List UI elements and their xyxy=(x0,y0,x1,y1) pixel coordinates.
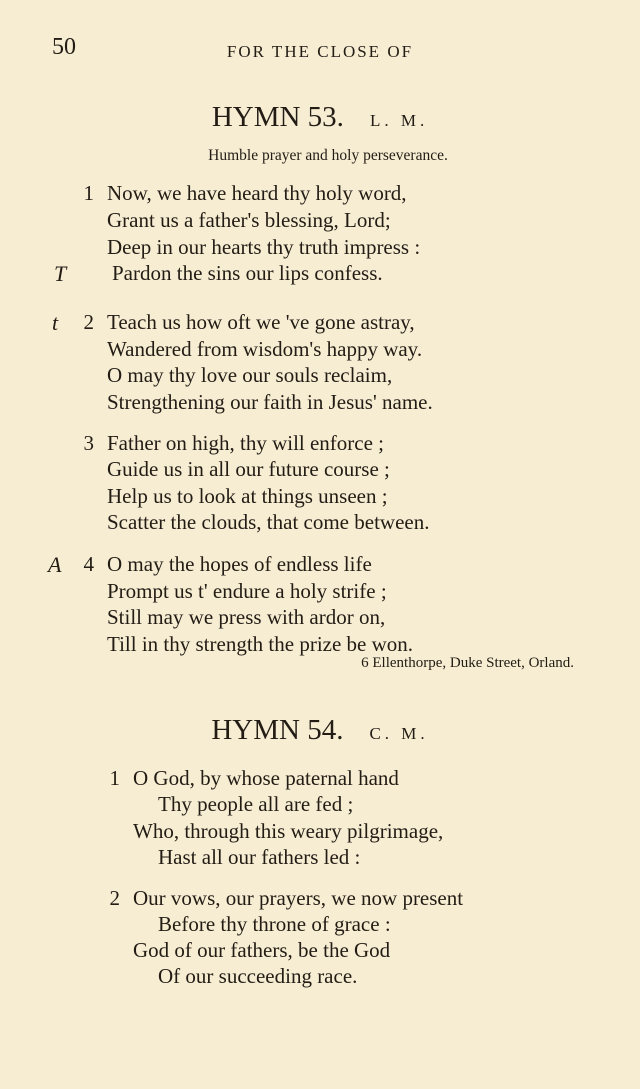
verse-line: O God, by whose paternal hand xyxy=(133,766,399,790)
performance-mark: A xyxy=(48,552,62,577)
stanza-number: 3 xyxy=(83,431,94,455)
verse-line: Help us to look at things unseen ; xyxy=(107,484,388,508)
hymn-53-title: HYMN 53. xyxy=(211,101,344,133)
hymn-54-meter: C. M. xyxy=(369,724,429,743)
verse-line: Grant us a father's blessing, Lord; xyxy=(107,208,391,232)
verse-line: Still may we press with ardor on, xyxy=(107,605,386,629)
verse-line: O may thy love our souls reclaim, xyxy=(107,363,393,387)
verse-line: Guide us in all our future course ; xyxy=(107,457,390,481)
hymn-53-heading xyxy=(0,101,640,134)
verse-line: Of our succeeding race. xyxy=(158,964,358,988)
verse-line: Our vows, our prayers, we now present xyxy=(133,886,464,910)
stanza-number: 2 xyxy=(83,310,94,334)
hymn-53-subtitle: Humble prayer and holy perseverance. xyxy=(208,147,448,164)
verse-line: O may the hopes of endless life xyxy=(107,552,372,576)
verse-line: Teach us how oft we 've gone astray, xyxy=(107,310,415,334)
stanza-number: 4 xyxy=(83,552,94,576)
verse-line: Wandered from wisdom's happy way. xyxy=(107,337,423,361)
verse-line: Till in thy strength the prize be won. xyxy=(107,632,414,656)
verse-line: Hast all our fathers led : xyxy=(158,845,361,869)
verse-line: Who, through this weary pilgrimage, xyxy=(133,819,444,843)
verse-line: God of our fathers, be the God xyxy=(133,938,391,962)
hymn-54-heading xyxy=(0,714,640,747)
hymn-54-title: HYMN 54. xyxy=(211,714,344,746)
stanza-number: 2 xyxy=(109,886,120,910)
stanza-number: 1 xyxy=(109,766,120,790)
verse-line: Scatter the clouds, that come between. xyxy=(107,510,430,534)
running-head: FOR THE CLOSE OF xyxy=(226,42,414,61)
verse-line: Thy people all are fed ; xyxy=(158,792,354,816)
verse-line: Prompt us t' endure a holy strife ; xyxy=(107,579,387,603)
verse-line: Strengthening our faith in Jesus' name. xyxy=(107,390,433,414)
verse-line: Before thy throne of grace : xyxy=(158,912,391,936)
page-number: 50 xyxy=(52,34,76,60)
stanza-number: 1 xyxy=(83,181,94,205)
verse-line: Father on high, thy will enforce ; xyxy=(107,431,385,455)
verse-line: Pardon the sins our lips confess. xyxy=(112,261,383,285)
hymn-53-meter: L. M. xyxy=(369,111,429,130)
verse-line: Deep in our hearts thy truth impress : xyxy=(107,235,421,259)
tune-names: 6 Ellenthorpe, Duke Street, Orland. xyxy=(361,655,574,671)
performance-mark: t xyxy=(52,310,59,335)
verse-line: Now, we have heard thy holy word, xyxy=(107,181,407,205)
performance-mark: T xyxy=(54,261,67,286)
